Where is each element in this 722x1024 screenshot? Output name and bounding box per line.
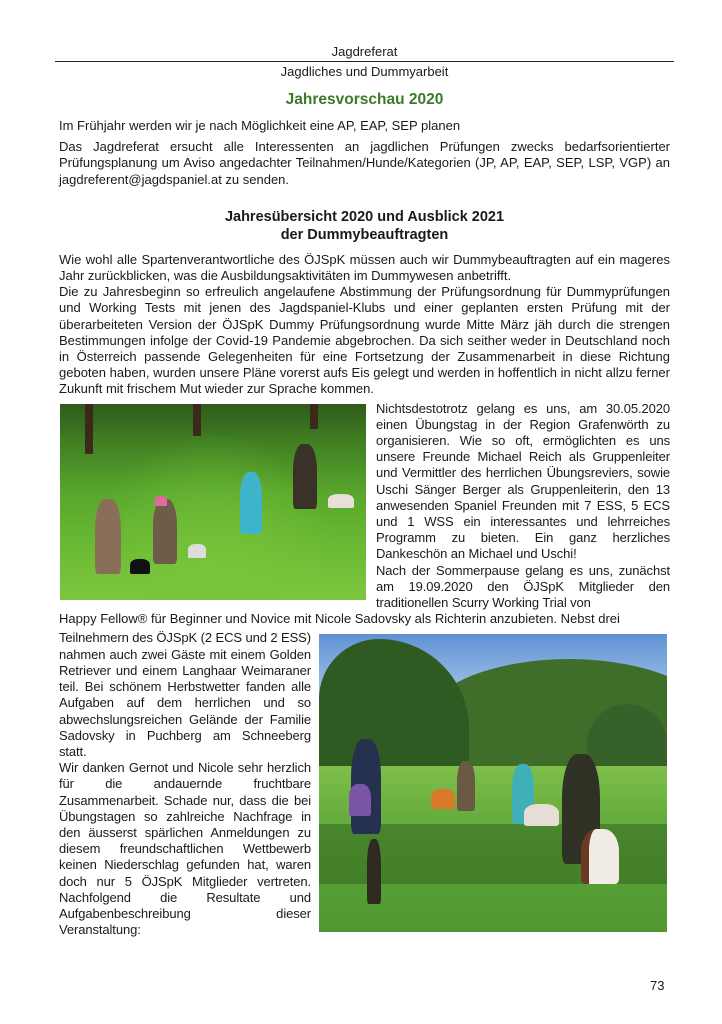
full-width-line: Happy Fellow® für Beginner und Novice mit Nicole Sadovsky als Richterin anzubieten. Nebst drei bbox=[59, 611, 620, 627]
dog-figure bbox=[524, 804, 559, 826]
header-subsection: Jagdliches und Dummyarbeit bbox=[280, 64, 449, 79]
photo-meadow-scurry-trial bbox=[319, 634, 667, 932]
review-intro-paragraph-1: Wie wohl alle Spartenverantwortliche des ÖJSpK müssen auch wir Dummybeauftragten auf ein mageres Jahr zurückblicken, was die Ausbildungsaktivitäten im Dummywesen anbetrifft. bbox=[59, 251, 670, 284]
header-divider bbox=[55, 61, 674, 62]
photo-forest-training-day bbox=[60, 404, 366, 600]
boots bbox=[367, 839, 381, 904]
review-title-line-1: Jahresübersicht 2020 und Ausblick 2021 bbox=[224, 208, 505, 225]
tree-trunk bbox=[310, 404, 318, 429]
dog-figure bbox=[328, 494, 354, 508]
left-column-paragraph-2: Wir danken Gernot und Nicole sehr herzlich für die andauernde fruchtbare Zusammenarbeit. Schade nur, dass die bei Übungstagen so zahlreiche Nachfrage in den äusserst spärlichen Anmeldungen zu diesem freundschaftlichen Wettbewerb keinen Niederschlag gefunden hat, waren doch nur 5 ÖJSpK Mitglieder vertreten. Nachfolgend die Resultate und Aufgabenbeschreibung dieser Veranstaltung: bbox=[59, 760, 311, 938]
person-figure bbox=[457, 761, 475, 811]
dog-figure bbox=[431, 789, 455, 809]
person-figure bbox=[95, 499, 121, 574]
preview-paragraph-1: Im Frühjahr werden wir je nach Möglichkeit eine AP, EAP, SEP planen bbox=[59, 118, 461, 133]
person-figure bbox=[240, 472, 262, 534]
second-photo-block bbox=[59, 630, 670, 938]
bag bbox=[349, 784, 371, 816]
first-photo-block bbox=[59, 401, 670, 612]
right-column-paragraph-1: Nichtsdestotrotz gelang es uns, am 30.05.2020 einen Übungstag in der Region Grafenwörth zu organisieren. Wie so oft, ermöglichten es uns unsere Freunde Michael Reich als Gruppenleiter und Vermittler des herrlichen Übungsreviers, sowie Uschi Sänger Berger als Gruppenleiterin, den 13 anwesenden Spaniel Freunden mit 7 ESS, 5 ECS und 1 WSS ein interessantes und lehrreiches Programm zu bieten. Ein ganz herzliches Dankeschön an Michael und Uschi! bbox=[376, 400, 670, 562]
review-title bbox=[59, 208, 670, 244]
page-content bbox=[59, 44, 670, 938]
dog-figure bbox=[581, 829, 619, 884]
person-figure bbox=[293, 444, 317, 509]
person-figure bbox=[153, 499, 177, 564]
preview-paragraph-2: Das Jagdreferat ersucht alle Interessenten an jagdlichen Prüfungen zwecks bedarfsorientierter Prüfungsplanung um Aviso angedachter Teilnahmen/Hunde/Kategorien (JP, AP, EAP, SEP, LSP, VGP) an jagdreferent@jagdspaniel.at zu senden. bbox=[59, 139, 670, 187]
dog-figure bbox=[130, 559, 150, 574]
review-intro-paragraph-2: Die zu Jahresbeginn so erfreulich angelaufene Abstimmung der Prüfungsordnung für Dummyprüfungen und Working Tests mit jenen des Jagdspaniel-Klubs und einer geplanten ersten Prüfung mit der überarbeiteten Version der ÖJSpK Dummy Prüfungsordnung wurde Mitte März jäh durch die strengen Bestimmungen infolge der Covid-19 Pandemie abgebrochen. Da sich seither weder in Deutschland noch in Österreich passende Gelegenheiten für eine Fortsetzung der Zusammenarbeit in diese Richtung geboten haben, wurden unsere Pläne vorerst aufs Eis gelegt und werden in hoffentlich in nicht allzu ferner Zukunft mit frischem Mut wieder zur Sprache kommen. bbox=[59, 284, 670, 397]
tree-trunk bbox=[193, 404, 201, 436]
header-section: Jagdreferat bbox=[331, 44, 398, 59]
review-intro bbox=[59, 252, 670, 398]
page-number: 73 bbox=[650, 978, 665, 993]
tree-trunk bbox=[85, 404, 93, 454]
right-column-paragraph-2: Nach der Sommerpause gelang es uns, zunächst am 19.09.2020 den ÖJSpK Mitglieder den traditionellen Scurry Working Trial von bbox=[376, 562, 670, 611]
review-title-line-2: der Dummybeauftragten bbox=[280, 226, 449, 243]
hat bbox=[155, 496, 167, 506]
preview-title: Jahresvorschau 2020 bbox=[285, 91, 444, 108]
left-column-paragraph-1: Teilnehmern des ÖJSpK (2 ECS und 2 ESS) nahmen auch zwei Gäste mit einem Golden Retriever und einem Langhaar Weimaraner teil. Bei schönem Herbstwetter fanden alle Aufgaben auf dem herrlichen und so abwechslungsreichen Gelände der Familie Sadovsky in Puchberg am Schneeberg statt. bbox=[59, 630, 311, 759]
dog-figure bbox=[188, 544, 206, 558]
